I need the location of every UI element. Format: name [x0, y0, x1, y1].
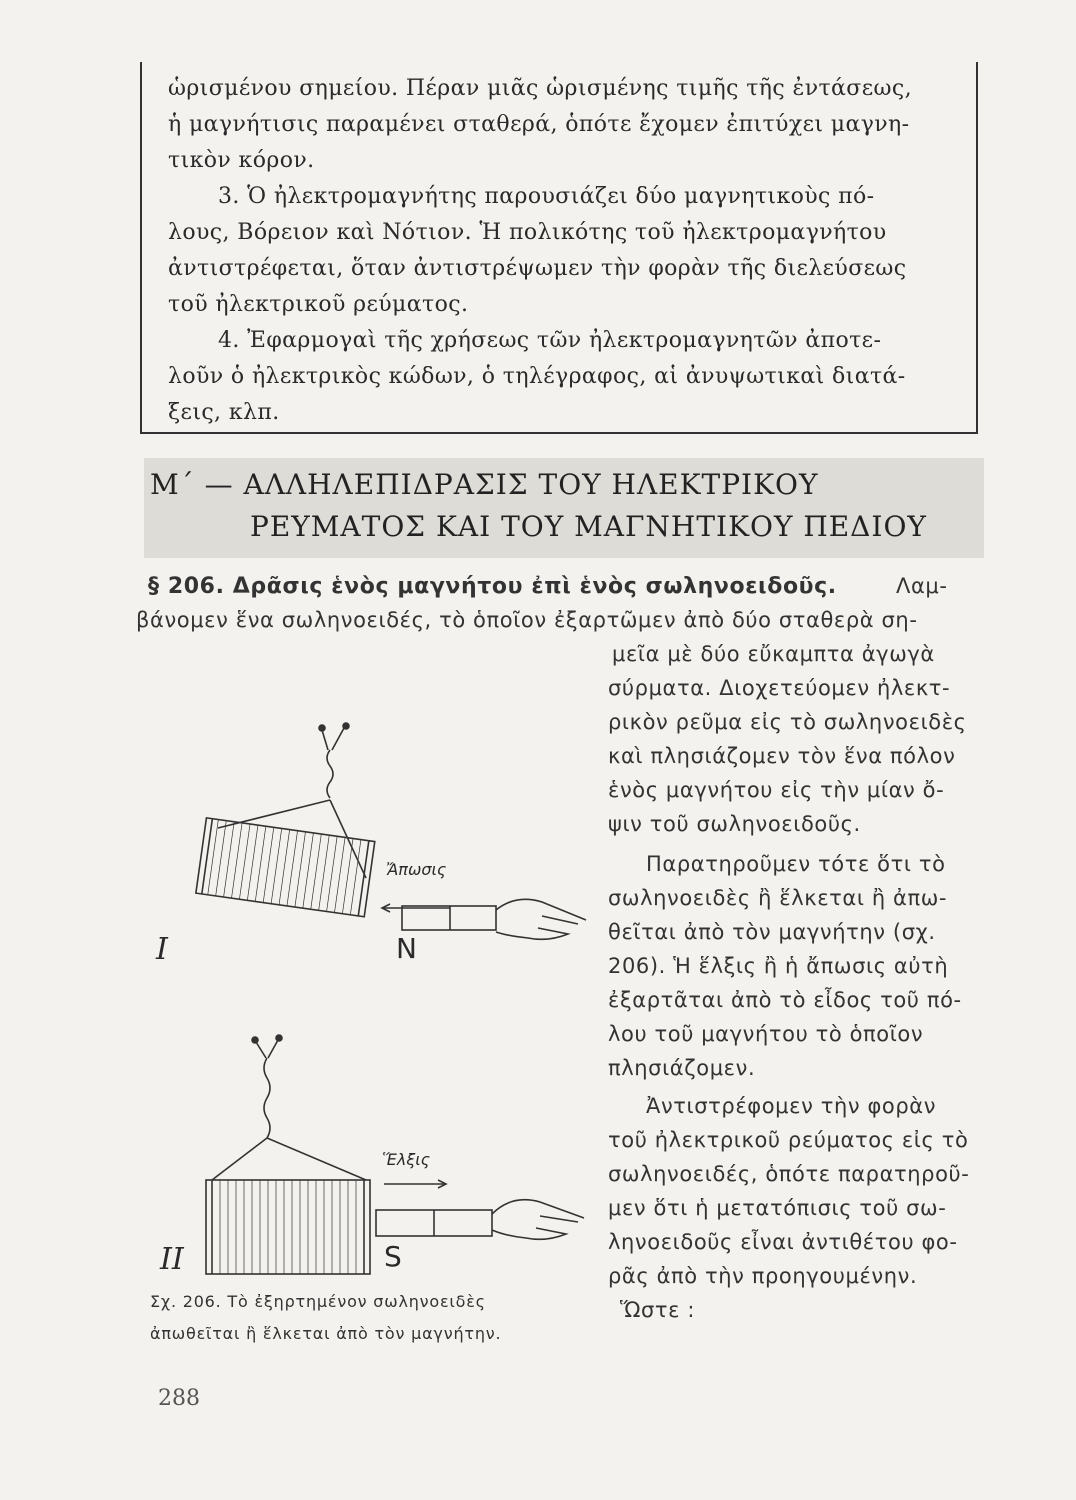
- repulsion-label: Ἄπωσις: [386, 860, 447, 879]
- paragraph-line: σύρματα. Διοχετεύομεν ἠλεκτ-: [608, 676, 951, 700]
- paragraph-line: 206). Ἡ ἕλξις ἢ ἡ ἄπωσις αὐτὴ: [608, 954, 949, 978]
- summary-line: 3. Ὁ ἠλεκτρομαγνήτης παρουσιάζει δύο μαγνητικοὺς πό-: [218, 184, 875, 209]
- paragraph-heading: § 206. Δρᾶσις ἑνὸς μαγνήτου ἐπὶ ἑνὸς σωληνοειδοῦς.: [148, 574, 837, 599]
- paragraph-line: καὶ πλησιάζομεν τὸν ἕνα πόλον: [608, 744, 956, 768]
- section-title: [144, 458, 984, 558]
- summary-line: ὡρισμένου σημείου. Πέραν μιᾶς ὡρισμένης τιμῆς τῆς ἐντάσεως,: [168, 76, 912, 101]
- paragraph-line: ρᾶς ἀπὸ τὴν προηγουμένην.: [608, 1264, 918, 1288]
- section-title-line2: ΡΕΥΜΑΤΟΣ ΚΑΙ ΤΟΥ ΜΑΓΝΗΤΙΚΟΥ ΠΕΔΙΟΥ: [250, 510, 927, 543]
- figure-label-II: II: [160, 1242, 184, 1277]
- paragraph-line: Ἀντιστρέφομεν τὴν φορὰν: [646, 1094, 937, 1118]
- page-number: 288: [158, 1386, 200, 1411]
- paragraph-line: Παρατηροῦμεν τότε ὅτι τὸ: [646, 852, 946, 876]
- summary-line: 4. Ἐφαρμογαὶ τῆς χρήσεως τῶν ἠλεκτρομαγνητῶν ἀποτε-: [218, 328, 882, 353]
- paragraph-line: ψιν τοῦ σωληνοειδοῦς.: [608, 812, 861, 836]
- paragraph-line: σωληνοειδὲς ἢ ἕλκεται ἢ ἀπω-: [608, 886, 948, 910]
- paragraph-line: ληνοειδοῦς εἶναι ἀντιθέτου φο-: [608, 1230, 958, 1254]
- summary-line: λοῦν ὁ ἠλεκτρικὸς κώδων, ὁ τηλέγραφος, αἱ ἀνυψωτικαὶ διατά-: [168, 364, 906, 389]
- summary-box: [140, 62, 978, 434]
- paragraph-heading-tail: Λαμ-: [896, 574, 948, 598]
- pole-label-N: N: [396, 932, 417, 965]
- pole-label-S: S: [384, 1240, 402, 1273]
- attraction-label: Ἕλξις: [382, 1150, 431, 1169]
- paragraph-line: τοῦ ἠλεκτρικοῦ ρεύματος εἰς τὸ: [608, 1128, 969, 1152]
- paragraph-line: ἑνὸς μαγνήτου εἰς τὴν μίαν ὄ-: [608, 778, 945, 802]
- figure-label-I: I: [156, 932, 168, 967]
- figure-206: [150, 710, 590, 1290]
- caption-line2: ἀπωθεῖται ἢ ἕλκεται ἀπὸ τὸν μαγνήτην.: [150, 1324, 502, 1343]
- paragraph-line: ρικὸν ρεῦμα εἰς τὸ σωληνοειδὲς: [608, 710, 967, 734]
- caption-line1: Σχ. 206. Τὸ ἐξηρτημένον σωληνοειδὲς: [150, 1292, 486, 1311]
- paragraph-line: μεν ὅτι ἡ μετατόπισις τοῦ σω-: [608, 1196, 947, 1220]
- paragraph-line: ἐξαρτᾶται ἀπὸ τὸ εἶδος τοῦ πό-: [608, 988, 962, 1012]
- summary-line: ἀντιστρέφεται, ὅταν ἀντιστρέψωμεν τὴν φορὰν τῆς διελεύσεως: [168, 256, 907, 281]
- paragraph-line: θεῖται ἀπὸ τὸν μαγνήτην (σχ.: [608, 920, 936, 944]
- summary-line: ἡ μαγνήτισις παραμένει σταθερά, ὁπότε ἔχομεν ἐπιτύχει μαγνη-: [168, 112, 910, 137]
- paragraph-line: λου τοῦ μαγνήτου τὸ ὁποῖον: [608, 1022, 924, 1046]
- summary-line: λους, Βόρειον καὶ Νότιον. Ἡ πολικότης τοῦ ἠλεκτρομαγνήτου: [168, 220, 887, 245]
- paragraph-line: πλησιάζομεν.: [608, 1056, 756, 1080]
- summary-line: ξεις, κλπ.: [168, 400, 280, 425]
- summary-line: τοῦ ἠλεκτρικοῦ ρεύματος.: [168, 292, 469, 317]
- section-title-line1: Μ΄ — ΑΛΛΗΛΕΠΙΔΡΑΣΙΣ ΤΟΥ ΗΛΕΚΤΡΙΚΟΥ: [150, 468, 819, 501]
- paragraph-line: σωληνοειδές, ὁπότε παρατηροῦ-: [608, 1162, 970, 1186]
- summary-line: τικὸν κόρον.: [168, 148, 315, 173]
- paragraph-line: βάνομεν ἕνα σωληνοειδές, τὸ ὁποῖον ἐξαρτῶμεν ἀπὸ δύο σταθερὰ ση-: [136, 608, 918, 632]
- solenoid-magnet-illustration: [150, 710, 590, 1290]
- paragraph-line: Ὥστε :: [620, 1298, 696, 1322]
- paragraph-line: μεῖα μὲ δύο εὔκαμπτα ἀγωγὰ: [612, 642, 935, 666]
